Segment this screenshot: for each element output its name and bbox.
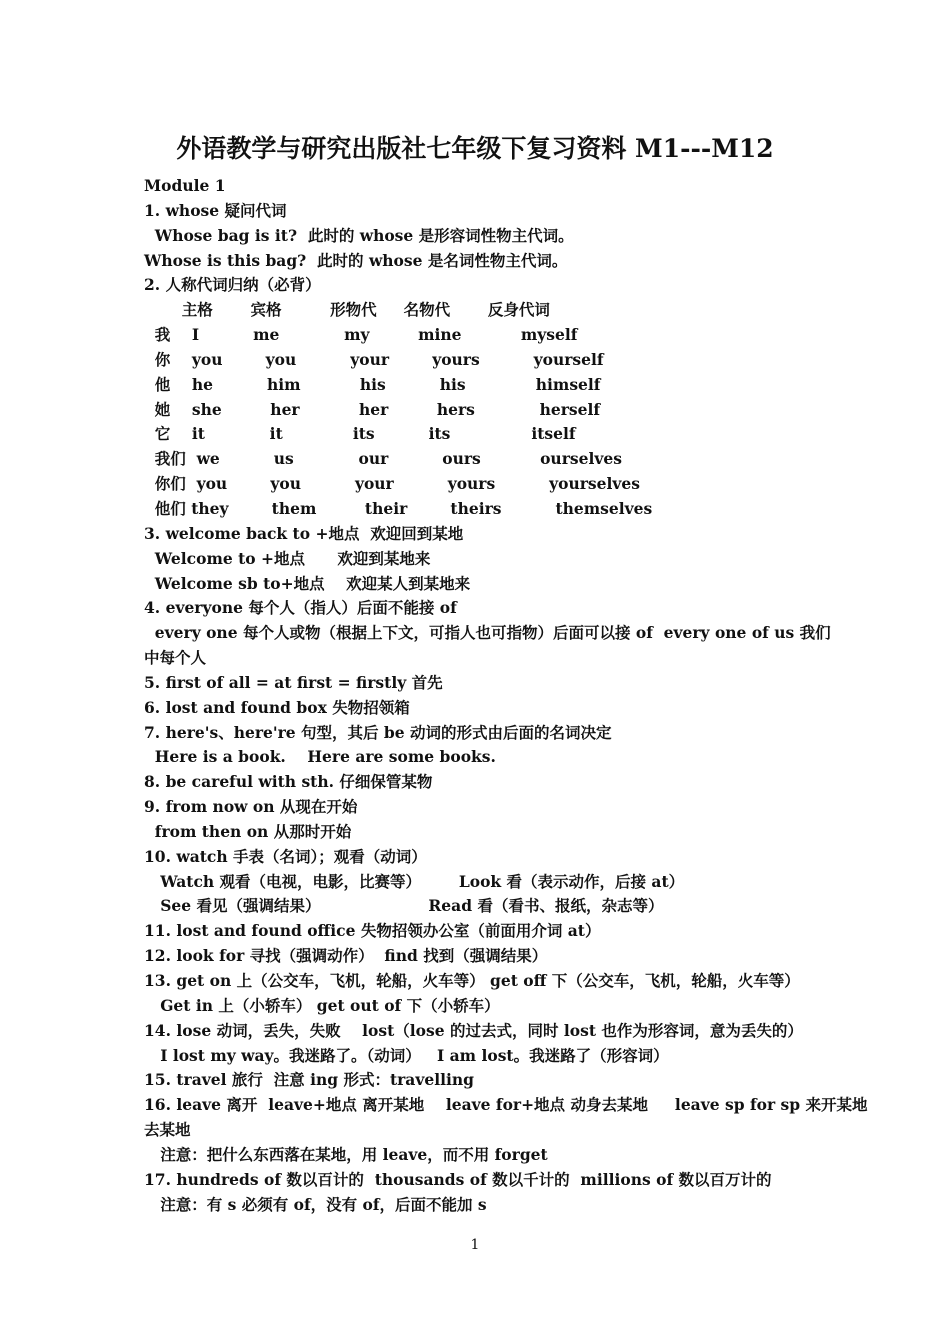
text-line: 5. first of all = at first = firstly 首先 bbox=[144, 672, 443, 692]
text-line: 3. welcome back to +地点 欢迎回到某地 bbox=[144, 523, 464, 543]
text-line: Watch 观看（电视，电影，比赛等） Look 看（表示动作，后接 at） bbox=[144, 871, 685, 891]
text-line: 8. be careful with sth. 仔细保管某物 bbox=[144, 772, 433, 792]
text-line: 1. whose 疑问代词 bbox=[144, 200, 287, 220]
text-line: 4. everyone 每个人（指人）后面不能接 of bbox=[144, 598, 457, 618]
text-line: 注意：有 s 必须有 of，没有 of，后面不能加 s bbox=[144, 1194, 487, 1214]
text-line: 17. hundreds of 数以百计的 thousands of 数以千计的 millions of 数以百万计的 bbox=[144, 1169, 772, 1189]
text-line: 它 it it its its itself bbox=[144, 424, 576, 444]
text-line: 6. lost and found box 失物招领箱 bbox=[144, 697, 410, 717]
page-number: 1 bbox=[470, 1237, 480, 1253]
text-line: 他 he him his his himself bbox=[144, 374, 601, 394]
text-line: 中每个人 bbox=[144, 648, 207, 668]
text-line: 我 I me my mine myself bbox=[144, 325, 578, 345]
text-line: Welcome to +地点 欢迎到某地来 bbox=[144, 548, 431, 568]
text-line: Module 1 bbox=[144, 176, 226, 195]
text-line: 你 you you your yours yourself bbox=[144, 349, 604, 369]
text-line: 10. watch 手表（名词）；观看（动词） bbox=[144, 846, 427, 866]
text-line: 15. travel 旅行 注意 ing 形式：travelling bbox=[144, 1070, 474, 1090]
text-line: 11. lost and found office 失物招领办公室（前面用介词 at） bbox=[144, 921, 601, 941]
text-line: 14. lose 动词，丢失，失败 lost（lose 的过去式，同时 lost 也作为形容词，意为丢失的） bbox=[144, 1020, 803, 1040]
text-line: 注意：把什么东西落在某地，用 leave，而不用 forget bbox=[144, 1144, 548, 1164]
text-line: Get in 上（小轿车） get out of 下（小轿车） bbox=[144, 995, 500, 1015]
text-line: 她 she her her hers herself bbox=[144, 399, 601, 419]
text-line: Here is a book. Here are some books. bbox=[144, 747, 496, 767]
text-line: 他们 they them their theirs themselves bbox=[144, 498, 653, 518]
text-line: Whose bag is it? 此时的 whose 是形容词性物主代词。 bbox=[144, 225, 574, 245]
text-line: 16. leave 离开 leave+地点 离开某地 leave for+地点 动身去某地 leave sp for sp 来开某地 bbox=[144, 1095, 868, 1115]
text-line: 主格 宾格 形物代 名物代 反身代词 bbox=[144, 300, 550, 320]
text-line: 7. here's、here're 句型，其后 be 动词的形式由后面的名词决定 bbox=[144, 722, 612, 742]
text-line: I lost my way。我迷路了。（动词） I am lost。我迷路了（形容词） bbox=[144, 1045, 669, 1065]
document-body bbox=[144, 174, 868, 1217]
text-line: every one 每个人或物（根据上下文，可指人也可指物）后面可以接 of every one of us 我们 bbox=[144, 623, 831, 643]
text-line: 13. get on 上（公交车，飞机，轮船，火车等） get off 下（公交车，飞机，轮船，火车等） bbox=[144, 971, 800, 990]
text-line: 去某地 bbox=[144, 1120, 191, 1140]
document-title: 外语教学与研究出版社七年级下复习资料 M1---M12 bbox=[176, 134, 774, 163]
text-line: 我们 we us our ours ourselves bbox=[144, 449, 622, 469]
text-line: See 看见（强调结果） Read 看（看书、报纸，杂志等） bbox=[144, 896, 664, 916]
text-line: Whose is this bag? 此时的 whose 是名词性物主代词。 bbox=[144, 250, 568, 270]
text-line: 你们 you you your yours yourselves bbox=[144, 474, 641, 494]
text-line: from then on 从那时开始 bbox=[144, 821, 352, 841]
text-line: 2. 人称代词归纳（必背） bbox=[144, 275, 321, 295]
text-line: Welcome sb to+地点 欢迎某人到某地来 bbox=[144, 573, 471, 593]
text-line: 12. look for 寻找（强调动作） find 找到（强调结果） bbox=[144, 946, 548, 966]
text-line: 9. from now on 从现在开始 bbox=[144, 797, 358, 817]
